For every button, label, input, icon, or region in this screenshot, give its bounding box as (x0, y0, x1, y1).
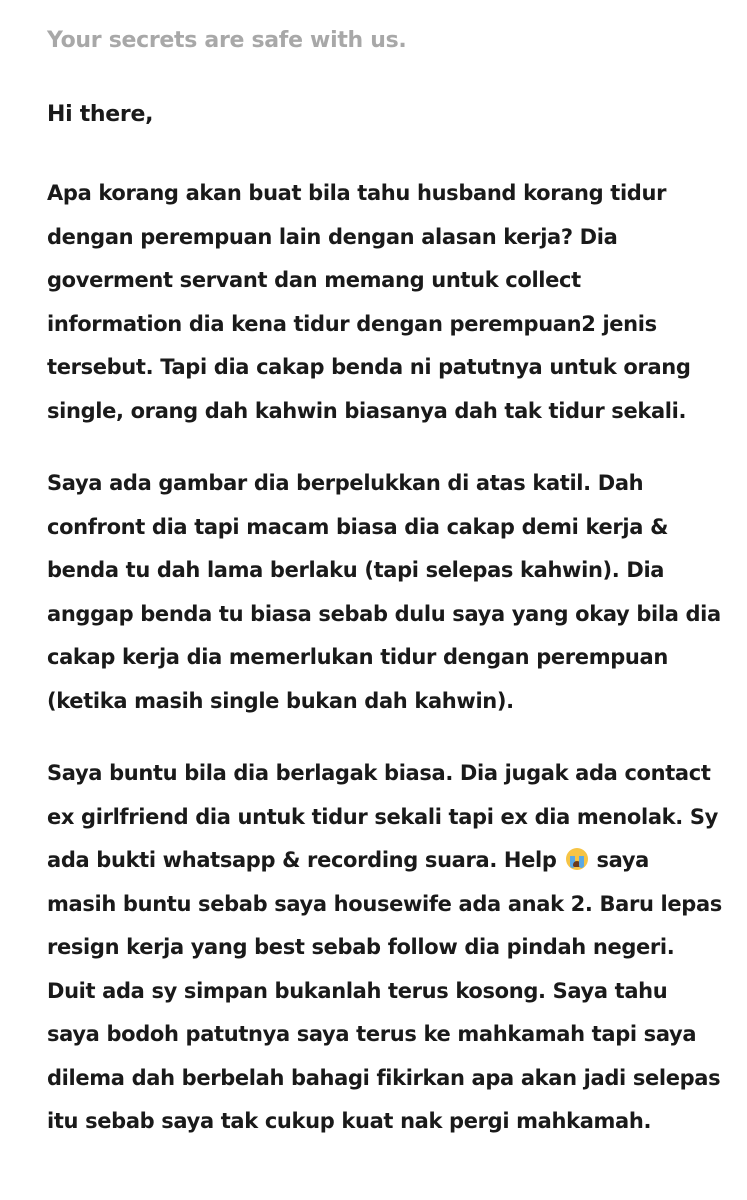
text-line: information dia kena tidur dengan perempuan2 jenis (47, 311, 657, 336)
text-line: itu sebab saya tak cukup kuat nak pergi mahkamah. (47, 1109, 652, 1133)
crying-face-icon (566, 848, 588, 870)
text-line: dilema dah berbelah bahagi fikirkan apa akan jadi selepas (47, 1065, 721, 1090)
text-line: (ketika masih single bukan dah kahwin). (47, 688, 514, 713)
text-line: dengan perempuan lain dengan alasan kerja? Dia (47, 224, 618, 249)
text-line: masih buntu sebab saya housewife ada anak 2. Baru lepas (47, 891, 722, 916)
text-line: benda tu dah lama berlaku (tapi selepas kahwin). Dia (47, 558, 665, 582)
text-segment: ada bukti whatsapp & recording suara. Help (47, 848, 557, 872)
greeting: Hi there, (47, 102, 154, 127)
text-line: tersebut. Tapi dia cakap benda ni patutnya untuk orang (47, 355, 691, 379)
text-line: confront dia tapi macam biasa dia cakap demi kerja & (47, 514, 669, 539)
text-line: saya bodoh patutnya saya terus ke mahkamah tapi saya (47, 1022, 697, 1046)
text-line-with-emoji (47, 839, 707, 883)
text-line: resign kerja yang best sebab follow dia pindah negeri. (47, 935, 675, 959)
text-line: goverment servant dan memang untuk collect (47, 268, 581, 292)
paragraph-3 (47, 752, 722, 1144)
paragraph-1 (47, 172, 707, 433)
text-line: Duit ada sy simpan bukanlah terus kosong. Saya tahu (47, 978, 668, 1003)
text-line: ex girlfriend dia untuk tidur sekali tapi ex dia menolak. Sy (47, 804, 718, 829)
text-segment: saya (596, 848, 649, 872)
text-line: Saya ada gambar dia berpelukkan di atas katil. Dah (47, 471, 644, 495)
text-line: single, orang dah kahwin biasanya dah tak tidur sekali. (47, 398, 687, 423)
text-line: cakap kerja dia memerlukan tidur dengan perempuan (47, 645, 668, 669)
text-line: Apa korang akan buat bila tahu husband korang tidur (47, 181, 667, 205)
paragraph-2 (47, 462, 721, 723)
text-line: Saya buntu bila dia berlagak biasa. Dia jugak ada contact (47, 761, 711, 785)
text-line: anggap benda tu biasa sebab dulu saya yang okay bila dia (47, 601, 721, 626)
tagline: Your secrets are safe with us. (47, 28, 407, 53)
